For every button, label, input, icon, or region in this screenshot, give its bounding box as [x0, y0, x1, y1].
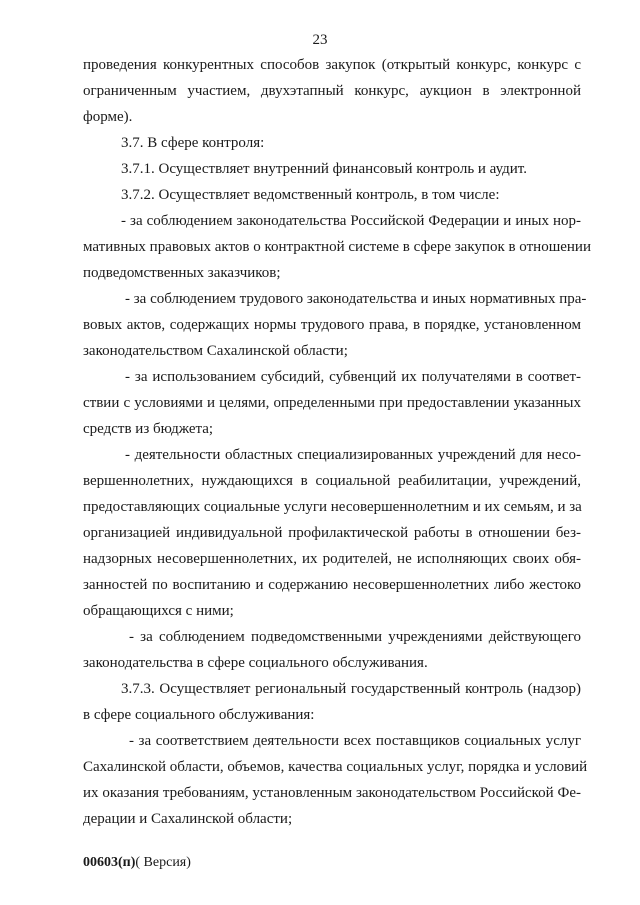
text-line: обращающихся с ними; [83, 603, 234, 619]
text-line: - за соответствием деятельности всех поставщиков социальных услуг [129, 733, 581, 749]
text-line: - за соблюдением подведомственными учреждениями действующего [129, 629, 581, 645]
text-line: организацией индивидуальной профилактической работы в отношении без- [83, 525, 581, 541]
text-line: форме). [83, 109, 133, 125]
text-line: 3.7. В сфере контроля: [121, 135, 265, 151]
text-line: вершеннолетних, нуждающихся в социальной реабилитации, учреждений, [83, 473, 581, 489]
text-line: 3.7.3. Осуществляет региональный государственный контроль (надзор) [121, 681, 581, 697]
document-version: ( Версия) [135, 855, 191, 870]
text-line: занностей по воспитанию и содержанию несовершеннолетних либо жестоко [83, 577, 581, 593]
document-footer [83, 855, 191, 871]
text-line: средств из бюджета; [83, 421, 214, 437]
text-line: ограниченным участием, двухэтапный конкурс, аукцион в электронной [83, 83, 581, 99]
text-line: их оказания требованиям, установленным законодательством Российской Фе- [83, 785, 581, 801]
text-line: мативных правовых актов о контрактной системе в сфере закупок в отношении [83, 239, 591, 255]
document-body [83, 52, 591, 832]
text-line: ствии с условиями и целями, определенными при предоставлении указанных [83, 395, 581, 411]
text-line: проведения конкурентных способов закупок (открытый конкурс, конкурс с [83, 57, 581, 73]
page-number: 23 [312, 32, 328, 48]
document-code: 00603(п) [83, 855, 136, 870]
text-line: - за соблюдением законодательства Российской Федерации и иных нор- [121, 213, 581, 229]
text-line: - за соблюдением трудового законодательства и иных нормативных пра- [125, 291, 587, 307]
text-line: - за использованием субсидий, субвенций их получателями в соответ- [125, 369, 581, 385]
text-line: законодательства в сфере социального обслуживания. [83, 655, 428, 671]
text-line: - деятельности областных специализированных учреждений для несо- [125, 447, 581, 463]
text-line: 3.7.2. Осуществляет ведомственный контроль, в том числе: [121, 187, 500, 203]
text-line: дерации и Сахалинской области; [83, 811, 293, 827]
text-line: вовых актов, содержащих нормы трудового права, в порядке, установленном [83, 317, 581, 333]
text-line: Сахалинской области, объемов, качества социальных услуг, порядка и условий [83, 759, 588, 775]
text-line: предоставляющих социальные услуги несовершеннолетним и их семьям, и за [83, 499, 582, 515]
text-line: в сфере социального обслуживания: [83, 707, 315, 723]
text-line: надзорных несовершеннолетних, их родителей, не исполняющих своих обя- [83, 551, 581, 567]
text-line: 3.7.1. Осуществляет внутренний финансовый контроль и аудит. [121, 161, 527, 177]
text-line: законодательством Сахалинской области; [83, 343, 348, 359]
text-line: подведомственных заказчиков; [83, 265, 281, 281]
